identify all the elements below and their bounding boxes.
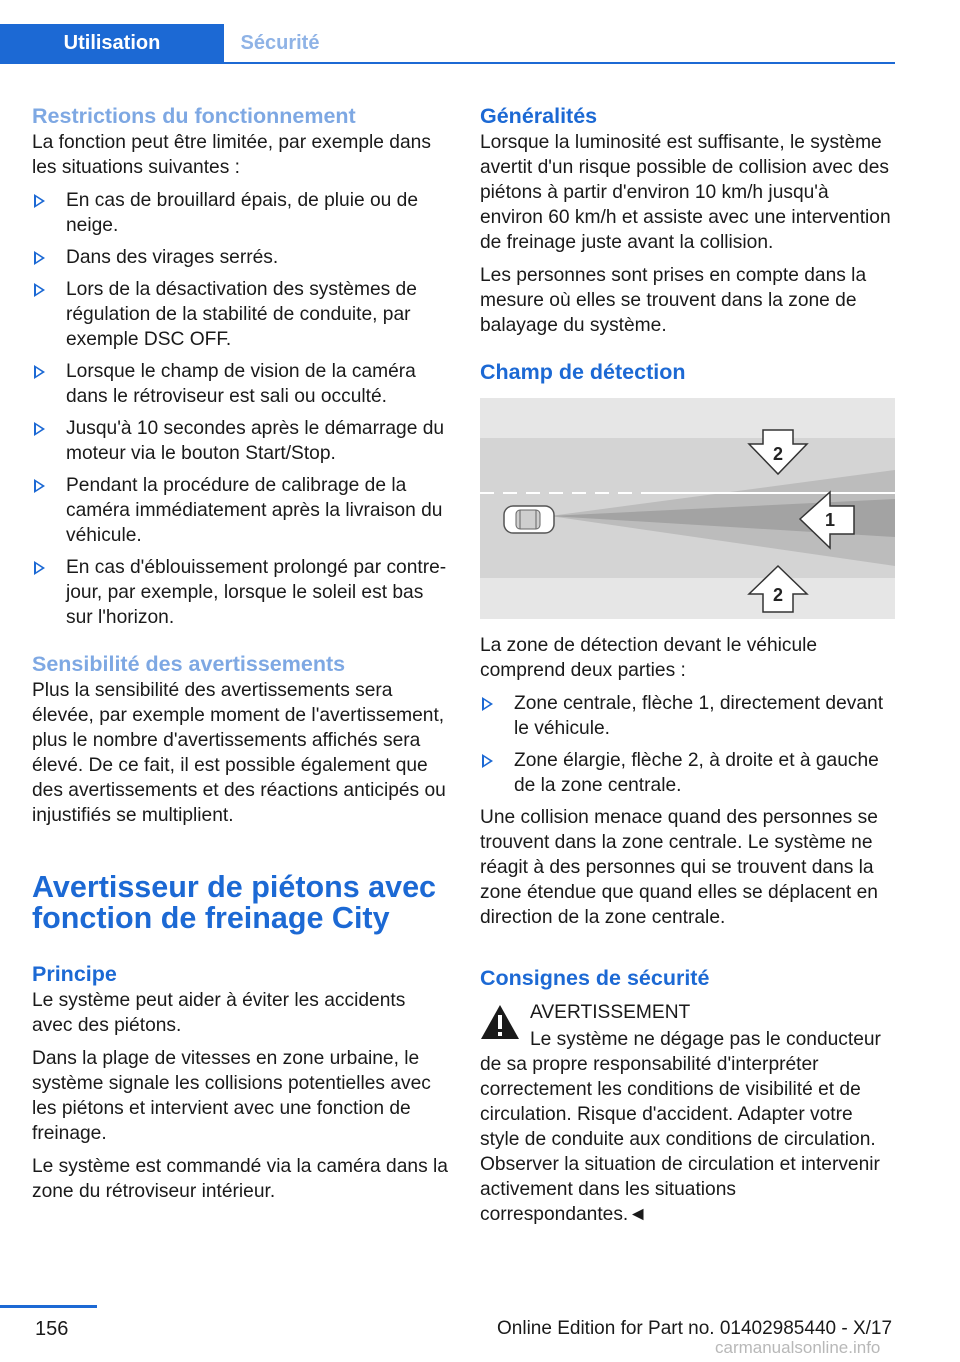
- warning-triangle-icon: [480, 1004, 520, 1040]
- triangle-bullet-icon: [34, 251, 45, 265]
- restrictions-list: [32, 188, 450, 630]
- svg-text:1: 1: [824, 510, 836, 530]
- left-column: [32, 102, 450, 1212]
- page-number: 156: [35, 1318, 69, 1340]
- detection-intro: La zone de détection devant le véhicule comprend deux parties :: [480, 635, 818, 681]
- warning-text-rest: de sa propre responsabilité d'interpréter correctement les conditions de visibilité et de circulation. Risque d'accident. Adapter votre style de conduite aux conditions de circulation. Observer la situation de circulation et intervenir activement dans les situations correspondantes.◄: [480, 1054, 880, 1225]
- triangle-bullet-icon: [482, 754, 493, 768]
- restrictions-intro: La fonction peut être limitée, par exemple dans les situations suivantes :: [32, 132, 431, 178]
- detection-heading: Champ de détection: [480, 360, 686, 384]
- list-item: En cas de brouillard épais, de pluie ou de neige.: [32, 188, 450, 238]
- warning-text-first: Le système ne dégage pas le conducteur: [530, 1029, 881, 1050]
- sensitivity-heading: Sensibilité des avertissements: [32, 652, 346, 676]
- list-item: Pendant la procédure de calibrage de la caméra immédiatement après la livraison du véhicule.: [32, 473, 450, 548]
- watermark: carmanualsonline.info: [715, 1338, 881, 1357]
- list-item: Jusqu'à 10 secondes après le démarrage du moteur via le bouton Start/Stop.: [32, 416, 450, 466]
- general-heading: Généralités: [480, 104, 598, 128]
- svg-text:2: 2: [772, 444, 784, 464]
- list-item: Dans des virages serrés.: [32, 245, 450, 270]
- principle-heading: Principe: [32, 962, 117, 986]
- list-item: Zone centrale, flèche 1, directement devant le véhicule.: [480, 691, 896, 741]
- triangle-bullet-icon: [482, 697, 493, 711]
- list-item: Lorsque le champ de vision de la caméra dans le rétroviseur est sali ou occulté.: [32, 359, 450, 409]
- list-item: Lors de la désactivation des systèmes de régulation de la stabilité de conduite, par exemple DSC OFF.: [32, 277, 450, 352]
- car-icon: [504, 506, 554, 533]
- triangle-bullet-icon: [34, 479, 45, 493]
- svg-text:2: 2: [772, 585, 784, 605]
- principle-p3: Le système est commandé via la caméra dans la zone du rétroviseur intérieur.: [32, 1156, 448, 1202]
- list-item: Zone élargie, flèche 2, à droite et à gauche de la zone centrale.: [480, 748, 896, 798]
- sensitivity-text: Plus la sensibilité des avertissements sera élevée, par exemple moment de l'avertissement, plus le nombre d'avertissements affichés sera élevé. De ce fait, il est possible également que des avertissements et des réactions anticipés ou injustifiés se multiplient.: [32, 680, 446, 826]
- detection-text: Une collision menace quand des personnes se trouvent dans la zone centrale. Le système ne réagit à des personnes qui se trouvent dans la zone étendue que quand elles se déplacent en direction de la zone centrale.: [480, 807, 878, 928]
- restrictions-heading: Restrictions du fonctionnement: [32, 104, 356, 128]
- detection-field-figure: [480, 398, 895, 619]
- principle-p1: Le système peut aider à éviter les accidents avec des piétons.: [32, 990, 406, 1036]
- right-column: [480, 102, 896, 1235]
- safety-heading: Consignes de sécurité: [480, 966, 710, 990]
- detection-list: [480, 691, 896, 798]
- warning-block: [480, 1000, 896, 1227]
- principle-p2: Dans la plage de vitesses en zone urbaine, le système signale les collisions potentielles avec les piétons et intervient avec une fonction de freinage.: [32, 1048, 431, 1144]
- list-item: En cas d'éblouissement prolongé par contre-jour, par exemple, lorsque le soleil est bas sur l'horizon.: [32, 555, 450, 630]
- edition-text: Online Edition for Part no. 01402985440 - X/17: [497, 1318, 893, 1339]
- general-p1: Lorsque la luminosité est suffisante, le système avertit d'un risque possible de collision avec des piétons à partir d'environ 10 km/h jusqu'à environ 60 km/h et assiste avec une intervention de freinage juste avant la collision.: [480, 132, 891, 253]
- triangle-bullet-icon: [34, 365, 45, 379]
- triangle-bullet-icon: [34, 422, 45, 436]
- tab-utilisation[interactable]: Utilisation: [0, 24, 224, 62]
- footer-rule: [0, 1305, 97, 1308]
- triangle-bullet-icon: [34, 194, 45, 208]
- chapter-title: Avertisseur de piétons avec fonction de freinage City: [32, 870, 437, 935]
- general-p2: Les personnes sont prises en compte dans la mesure où elles se trouvent dans la zone de balayage du système.: [480, 265, 867, 336]
- triangle-bullet-icon: [34, 561, 45, 575]
- tab-securite[interactable]: Sécurité: [240, 31, 320, 54]
- triangle-bullet-icon: [34, 283, 45, 297]
- chapter-tab-bar: [0, 24, 895, 64]
- warning-title: AVERTISSEMENT: [530, 1002, 691, 1023]
